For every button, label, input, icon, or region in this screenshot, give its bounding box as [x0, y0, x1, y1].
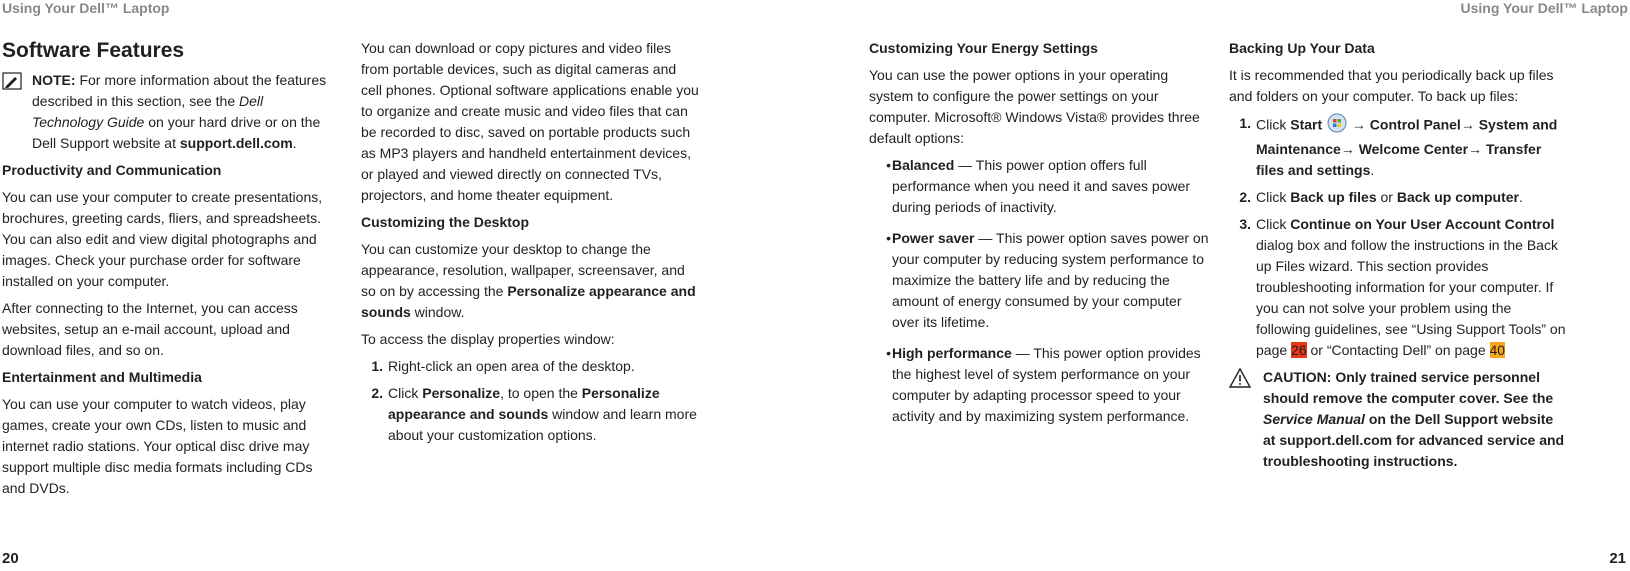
caution-block — [1229, 367, 1569, 472]
left-page-column-2 — [361, 38, 701, 452]
note-guide-title: Dell Technology Guide — [32, 93, 264, 130]
service-manual-title: Service Manual — [1263, 411, 1365, 427]
desktop-text-end: window. — [410, 304, 465, 320]
note-text: For more information about the features described in this section, see the — [32, 72, 327, 109]
step-text-part: Click — [1256, 189, 1291, 205]
support-link[interactable]: support.dell.com — [179, 135, 293, 151]
power-options-list — [869, 155, 1209, 427]
right-page-column-2 — [1229, 38, 1569, 472]
desktop-text: You can customize your desktop to change the appearance, resolution, wallpaper, screensaver, and so on by accessing the — [361, 241, 685, 299]
page-title: Software Features — [2, 39, 185, 62]
section-heading-entertainment: Entertainment and Multimedia — [2, 369, 202, 385]
desktop-steps — [361, 356, 701, 446]
caution-text-part: CAUTION: Only trained service personnel should remove the computer cover. See the — [1263, 369, 1554, 406]
power-saver-label: Power saver — [892, 230, 975, 246]
productivity-paragraph-2: After connecting to the Internet, you can access websites, setup an e-mail account, upload and download files, and so on. — [2, 300, 298, 358]
balanced-label: Balanced — [892, 157, 955, 173]
step-number: 3. — [1239, 216, 1251, 232]
productivity-paragraph-1: You can use your computer to create presentations, brochures, greeting cards, fliers, and spreadsheets. You can also edit and view digital photographs and images. Check your purchase order for software installed on your computer. — [2, 189, 323, 289]
note-text-2: on your hard drive or on the Dell Support website at — [32, 114, 321, 151]
step-number: 1. — [371, 358, 383, 374]
step-text-part: dialog box and follow the instructions in the Back up Files wizard. This section provides troubleshooting information for your computer. If you can not solve your problem using the following guidelines, see “Using Support Tools” on page — [1256, 237, 1566, 358]
caution-text — [1263, 367, 1569, 472]
step-number: 1. — [1239, 115, 1251, 131]
running-header-left: Using Your Dell™ Laptop — [2, 0, 170, 16]
list-item — [869, 343, 1209, 427]
list-item — [1229, 214, 1569, 361]
section-heading-desktop: Customizing the Desktop — [361, 214, 530, 230]
left-page-column-1 — [2, 38, 338, 505]
bullet: • — [886, 157, 891, 173]
step-text — [1256, 187, 1569, 208]
personalize-window-label: Personalize appearance and sounds — [388, 385, 660, 422]
step-text — [388, 383, 701, 446]
right-page-column-1 — [869, 38, 1209, 437]
page-number-left: 20 — [2, 550, 19, 567]
list-item — [869, 155, 1209, 218]
entertainment-paragraph-2: You can download or copy pictures and video files from portable devices, such as digital cameras and cell phones. Optional software applications enable you to organize and create music and video files that can be recorded to disc, saved on portable products such as MP3 players and handheld entertainment devices, or played and viewed directly on connected TVs, projectors, and home theater equipment. — [361, 40, 699, 203]
page-number-right: 21 — [1609, 550, 1626, 567]
high-performance-text: — This power option provides the highest level of system performance on your computer by adapting processor speed to your activity and by maximizing system performance. — [892, 345, 1201, 424]
step-text-part: or “Contacting Dell” on page — [1306, 342, 1490, 358]
caution-text-part: on the Dell Support website at support.dell.com for advanced service and troubleshooting instructions. — [1263, 411, 1565, 469]
step-text-part: . — [1370, 162, 1375, 178]
energy-intro: You can use the power options in your operating system to configure the power settings on your computer. Microsoft® Windows Vista® provides three default options: — [869, 67, 1200, 146]
step-number: 2. — [371, 385, 383, 401]
note-end: . — [292, 135, 297, 151]
bullet: • — [886, 345, 891, 361]
power-saver-text: — This power option saves power on your computer by reducing system performance to maximize the battery life and by reducing the amount of energy consumed by your computer over its lifetime. — [892, 230, 1209, 330]
entertainment-paragraph-1: You can use your computer to watch videos, play games, create your own CDs, listen to music and internet radio stations. Your optical disc drive may support multiple disc media formats including CDs and DVDs. — [2, 396, 313, 496]
balanced-text: — This power option offers full performance when you need it and saves power during periods of inactivity. — [892, 157, 1191, 215]
running-header-right: Using Your Dell™ Laptop — [1460, 0, 1628, 16]
note-label: NOTE: — [32, 72, 76, 88]
step-text — [1256, 113, 1569, 181]
page-link-26[interactable]: 26 — [1291, 342, 1307, 358]
step-text-part: , to open the — [500, 385, 582, 401]
list-item — [1229, 187, 1569, 208]
backup-intro: It is recommended that you periodically back up files and folders on your computer. To back up files: — [1229, 67, 1554, 104]
back-up-computer-label: Back up computer — [1396, 189, 1519, 205]
note-pencil-icon — [2, 70, 24, 96]
personalize-window-name: Personalize appearance and sounds — [361, 283, 696, 320]
caution-triangle-icon — [1229, 367, 1253, 472]
desktop-paragraph-1 — [361, 239, 701, 323]
page-link-40[interactable]: 40 — [1489, 342, 1506, 358]
bullet-text — [892, 228, 1209, 333]
step-text — [1256, 214, 1569, 361]
list-item — [361, 383, 701, 446]
start-label: Start — [1290, 116, 1323, 133]
note-block — [2, 70, 338, 154]
uac-label: Continue on Your User Account Control — [1290, 216, 1555, 232]
step-text-part: window and learn more about your customization options. — [388, 406, 697, 443]
bullet-text — [892, 155, 1209, 218]
backup-steps — [1229, 113, 1569, 361]
step-text-part: Click — [388, 385, 423, 401]
step-text: Right-click an open area of the desktop. — [388, 358, 635, 374]
back-up-files-label: Back up files — [1290, 189, 1377, 205]
section-heading-backup: Backing Up Your Data — [1229, 40, 1375, 56]
step-text-part: . — [1518, 189, 1523, 205]
step-text-part: or — [1376, 189, 1397, 205]
section-heading-productivity: Productivity and Communication — [2, 162, 222, 178]
list-item — [1229, 113, 1569, 181]
list-item — [361, 356, 701, 377]
desktop-paragraph-2: To access the display properties window: — [361, 331, 615, 347]
bullet-text — [892, 343, 1209, 427]
personalize-label: Personalize — [422, 385, 501, 401]
control-panel-path: → Control Panel→ System and Maintenance→ Welcome Center→ Transfer files and settings — [1256, 116, 1558, 178]
section-heading-energy: Customizing Your Energy Settings — [869, 40, 1098, 56]
high-performance-label: High performance — [892, 345, 1012, 361]
step-number: 2. — [1239, 189, 1251, 205]
list-item — [869, 228, 1209, 333]
step-text-part: Click — [1256, 116, 1291, 133]
step-text-part: Click — [1256, 216, 1291, 232]
windows-start-icon — [1326, 113, 1348, 139]
bullet: • — [886, 230, 891, 246]
